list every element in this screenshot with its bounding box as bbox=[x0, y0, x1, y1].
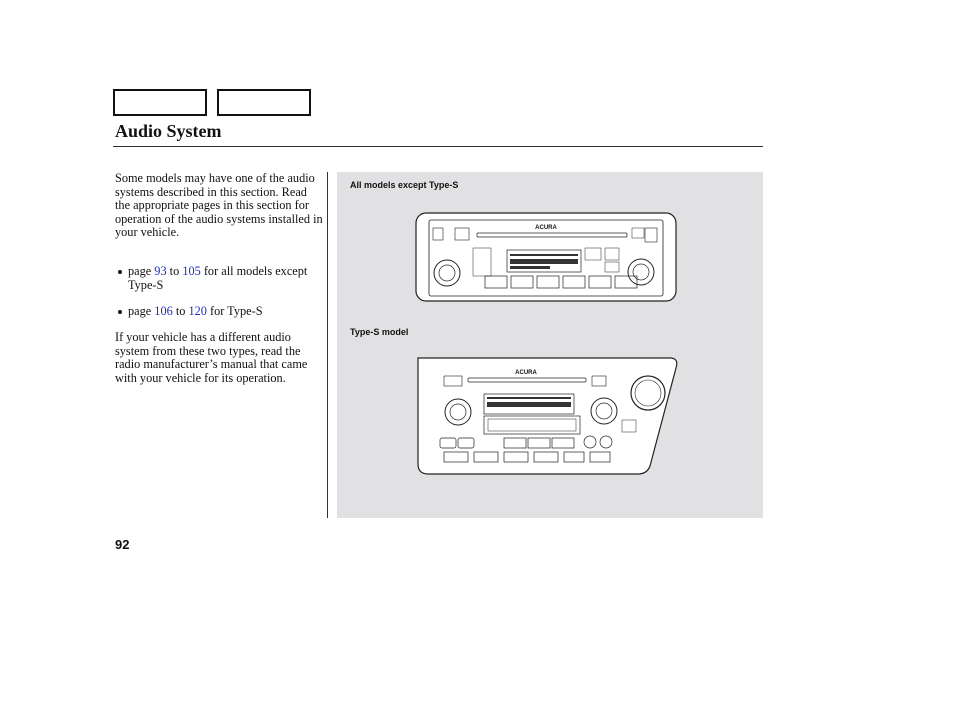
page-link-105[interactable]: 105 bbox=[182, 264, 201, 278]
intro-paragraph: Some models may have one of the audio systems described in this section. Read the appropriate pages in this section for operation of the audio systems installed in your vehicle. bbox=[115, 171, 323, 239]
bullet-icon bbox=[118, 270, 122, 274]
figure-caption-standard: All models except Type-S bbox=[350, 180, 459, 190]
audio-unit-standard-illustration bbox=[415, 212, 677, 302]
page-title: Audio System bbox=[115, 121, 222, 141]
audio-unit-type-s-illustration bbox=[414, 356, 680, 476]
bullet-item-all-models bbox=[118, 265, 323, 292]
nav-button-table-of-contents[interactable] bbox=[217, 89, 311, 116]
closing-paragraph: If your vehicle has a different audio system from these two types, read the radio manufacturer’s manual that came with your vehicle for its operation. bbox=[115, 330, 308, 385]
bullet-text: page 106 to 120 for Type-S bbox=[128, 304, 263, 318]
page-number: 92 bbox=[115, 537, 130, 552]
brand-label: ACURA bbox=[515, 370, 537, 376]
page-link-106[interactable]: 106 bbox=[154, 304, 173, 318]
page-link-93[interactable]: 93 bbox=[154, 264, 167, 278]
bullet-icon bbox=[118, 310, 122, 314]
column-divider bbox=[327, 172, 328, 518]
nav-button-main-menu[interactable] bbox=[113, 89, 207, 116]
page-link-120[interactable]: 120 bbox=[188, 304, 207, 318]
figure-caption-type-s: Type-S model bbox=[350, 327, 409, 337]
bullet-item-type-s bbox=[118, 305, 323, 319]
bullet-text: page 93 to 105 for all models except Type-S bbox=[128, 264, 308, 292]
brand-label: ACURA bbox=[535, 225, 557, 231]
title-divider bbox=[113, 146, 763, 147]
